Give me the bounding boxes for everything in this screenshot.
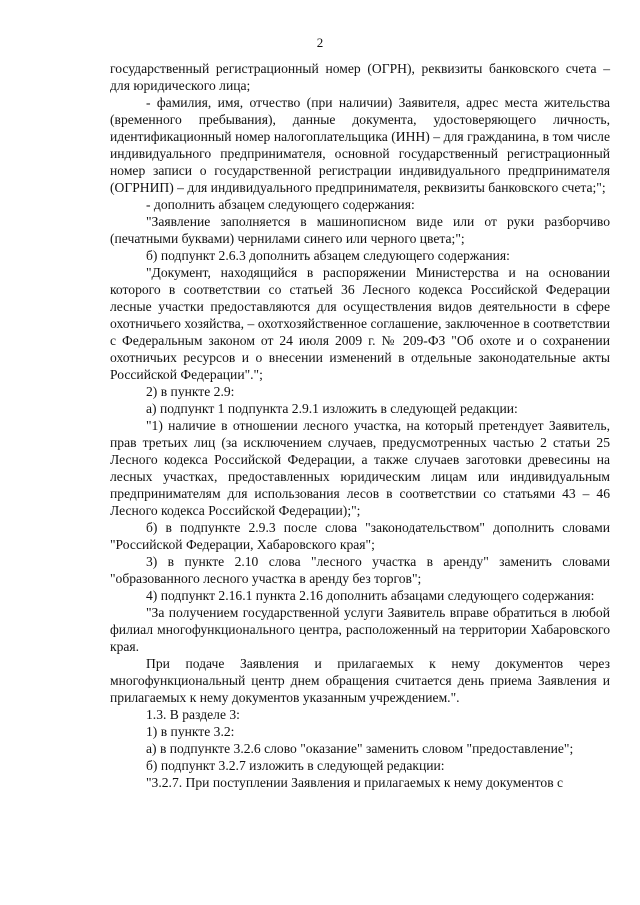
paragraph: "За получением государственной услуги Заявитель вправе обратиться в любой филиал многофункционального центра, расположенный на территории Хабаровского края. — [110, 605, 610, 654]
paragraph: 2) в пункте 2.9: — [146, 384, 235, 399]
paragraph: - дополнить абзацем следующего содержания: — [146, 197, 415, 212]
paragraph: б) в подпункте 2.9.3 после слова "законодательством" дополнить словами "Российской Федерации, Хабаровского края"; — [110, 520, 610, 552]
page-number: 2 — [316, 35, 324, 50]
paragraph: "3.2.7. При поступлении Заявления и прилагаемых к нему документов с — [146, 775, 564, 790]
paragraph: а) подпункт 1 подпункта 2.9.1 изложить в следующей редакции: — [146, 401, 518, 416]
paragraph: При подаче Заявления и прилагаемых к нему документов через многофункциональный центр днем обращения считается день приема Заявления и прилагаемых к нему документов указанным учреждением.". — [110, 656, 610, 705]
paragraph: "1) наличие в отношении лесного участка, на который претендует Заявитель, прав третьих лиц (за исключением случаев, предусмотренных частью 2 статьи 25 Лесного кодекса Российской Федерации, а также случаев заготовки древесины на лесных участках, предоставленных юридическим лицам или индивидуальным предпринимателям для использования лесов в соответствии со статьями 43 – 46 Лесного кодекса Российской Федерации);"; — [110, 418, 610, 518]
paragraph: 1) в пункте 3.2: — [146, 724, 235, 739]
paragraph: б) подпункт 3.2.7 изложить в следующей редакции: — [146, 758, 445, 773]
paragraph: - фамилия, имя, отчество (при наличии) Заявителя, адрес места жительства (временного пребывания), данные документа, удостоверяющего личность, идентификационный номер налогоплательщика (ИНН) – для гражданина, в том числе индивидуального предпринимателя, основной государственный регистрационный номер записи о государственной регистрации индивидуального предпринимателя (ОГРНИП) – для индивидуального предпринимателя, реквизиты банковского счета;"; — [110, 95, 610, 195]
paragraph: государственный регистрационный номер (ОГРН), реквизиты банковского счета – для юридического лица; — [110, 61, 610, 93]
paragraph: 3) в пункте 2.10 слова "лесного участка в аренду" заменить словами "образованного лесного участка в аренду без торгов"; — [110, 554, 610, 586]
paragraph: 1.3. В разделе 3: — [146, 707, 240, 722]
paragraph: 4) подпункт 2.16.1 пункта 2.16 дополнить абзацами следующего содержания: — [146, 588, 595, 603]
document-body — [110, 60, 610, 791]
paragraph: "Заявление заполняется в машинописном виде или от руки разборчиво (печатными буквами) чернилами синего или черного цвета;"; — [110, 214, 610, 246]
paragraph: б) подпункт 2.6.3 дополнить абзацем следующего содержания: — [146, 248, 510, 263]
paragraph: "Документ, находящийся в распоряжении Министерства и на основании которого в соответствии со статьей 36 Лесного кодекса Российской Федерации лесные участки предоставляются для осуществления видов деятельности в сфере охотничьего хозяйства, – охотхозяйственное соглашение, заключенное в соответствии с Федеральным законом от 24 июля 2009 г. № 209-ФЗ "Об охоте и о сохранении охотничьих ресурсов и о внесении изменений в отдельные законодательные акты Российской Федерации"."; — [110, 265, 610, 382]
paragraph: а) в подпункте 3.2.6 слово "оказание" заменить словом "предоставление"; — [146, 741, 574, 756]
